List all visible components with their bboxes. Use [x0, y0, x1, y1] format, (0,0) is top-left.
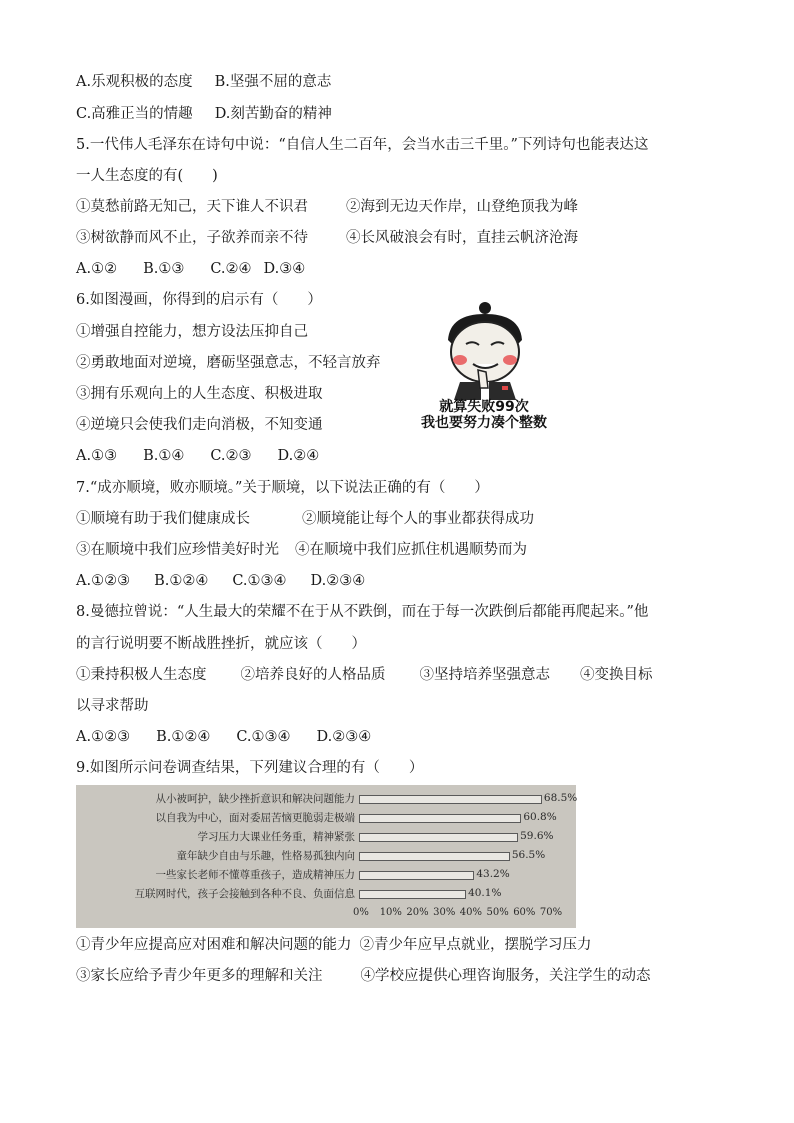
bar-category-label: 童年缺少自由与乐趣，性格易孤独内向: [176, 850, 355, 862]
q6-item-1: ①增强自控能力，想方设法压抑自己: [76, 324, 308, 340]
bar-mark: [359, 795, 542, 804]
bar-mark: [359, 814, 521, 823]
q5-items-row2: [76, 228, 578, 248]
bar-mark: [359, 871, 474, 880]
q5-stem-line1: 5.一代伟人毛泽东在诗句中说：“自信人生二百年，会当水击三千里。”下列诗句也能表达这: [76, 137, 649, 153]
q7-item-3: ③在顺境中我们应珍惜美好时光: [76, 542, 279, 558]
q6-item-2: ②勇敢地面对逆境，磨砺坚强意志，不轻言放弃: [76, 355, 381, 371]
bar-value-label: 56.5%: [511, 849, 546, 861]
bar-mark: [359, 852, 510, 861]
q6-choices: [76, 446, 319, 466]
cartoon-caption-line2: 我也要努力凑个整数: [421, 415, 547, 431]
x-axis-tick-label: 30%: [433, 907, 456, 918]
q5-item-4: ④长风破浪会有时，直挂云帆济沧海: [346, 230, 578, 246]
q7-choices: [76, 571, 365, 591]
q4-option-d: D.刻苦勤奋的精神: [214, 106, 332, 122]
x-axis-tick-label: 10%: [379, 907, 402, 918]
q6-item-3: ③拥有乐观向上的人生态度、积极进取: [76, 386, 323, 402]
x-axis-tick-label: 40%: [459, 907, 483, 918]
q9-item-4: ④学校应提供心理咨询服务，关注学生的动态: [360, 968, 651, 984]
q7-item-4: ④在顺境中我们应抓住机遇顺势而为: [295, 542, 527, 558]
bar-category-label: 学习压力大课业任务重，精神紧张: [197, 831, 355, 843]
q5-item-3: ③树欲静而风不止，子欲养而亲不待: [76, 230, 308, 246]
q7-choice-c: C.①③④: [232, 573, 287, 589]
bar-category-label: 从小被呵护，缺少挫折意识和解决问题能力: [155, 793, 355, 805]
q4-option-b: B.坚强不屈的意志: [214, 74, 332, 90]
q8-stem-line1: 8.曼德拉曾说：“人生最大的荣耀不在于从不跌倒，而在于每一次跌倒后都能再爬起来。”他: [76, 604, 649, 620]
q9-item-1: ①青少年应提高应对困难和解决问题的能力: [76, 937, 352, 953]
q6-stem: 6.如图漫画，你得到的启示有（ ）: [76, 292, 322, 308]
q8-choice-c: C.①③④: [236, 729, 291, 745]
q5-choice-d: D.③④: [263, 261, 306, 277]
q5-item-1: ①莫愁前路无知己，天下谁人不识君: [76, 199, 308, 215]
bar-category-label: 一些家长老师不懂尊重孩子，造成精神压力: [155, 869, 355, 881]
q9-item-3: ③家长应给予青少年更多的理解和关注: [76, 968, 323, 984]
q6-item-4: ④逆境只会使我们走向消极，不知变通: [76, 417, 323, 433]
cartoon-caption-line1: 就算失败99次: [439, 399, 529, 415]
q7-item-1: ①顺境有助于我们健康成长: [76, 511, 250, 527]
q8-item-1: ①秉持积极人生态度: [76, 667, 207, 683]
q8-choices: [76, 727, 371, 747]
q8-item-3: ③坚持培养坚强意志: [419, 667, 550, 683]
q5-item-2: ②海到无边天作岸，山登绝顶我为峰: [346, 199, 578, 215]
q6-choice-b: B.①④: [143, 448, 185, 464]
q8-item-2: ②培养良好的人格品质: [240, 667, 386, 683]
q8-item-4-continued: 以寻求帮助: [76, 698, 149, 714]
bar-mark: [359, 833, 518, 842]
q8-item-4: ④变换目标: [580, 667, 653, 683]
q9-item-2: ②青少年应早点就业，摆脱学习压力: [359, 937, 592, 953]
q4-options-row1: [76, 72, 331, 92]
bar-value-label: 59.6%: [520, 830, 554, 842]
q7-stem: 7.“成亦顺境，败亦顺境。”关于顺境，以下说法正确的有（ ）: [76, 480, 489, 496]
q5-stem-line2: 一人生态度的有( ): [76, 168, 218, 184]
bar-category-label: 互联网时代，孩子会接触到各种不良、负面信息: [134, 888, 355, 900]
q5-choice-a: A.①②: [76, 261, 118, 277]
bar-value-label: 68.5%: [543, 792, 578, 804]
q9-items-row2: [76, 966, 651, 986]
x-axis-tick-label: 20%: [406, 907, 429, 918]
q9-items-row1: [76, 935, 592, 955]
q5-choices: [76, 259, 305, 279]
q7-items-row1: [76, 509, 534, 529]
q4-options-row2: [76, 104, 332, 124]
q7-choice-a: A.①②③: [76, 573, 131, 589]
q7-choice-d: D.②③④: [310, 573, 366, 589]
bar-value-label: 60.8%: [523, 811, 557, 823]
q8-choice-a: A.①②③: [76, 729, 131, 745]
q4-option-c: C.高雅正当的情趣: [76, 106, 193, 122]
x-axis-tick-label: 60%: [513, 907, 536, 918]
q8-choice-b: B.①②④: [156, 729, 211, 745]
q7-choice-b: B.①②④: [154, 573, 209, 589]
q8-stem-line2: 的言行说明要不断战胜挫折，就应该（ ）: [76, 636, 366, 652]
x-axis-tick-label: 50%: [486, 907, 509, 918]
q5-choice-b: B.①③: [143, 261, 185, 277]
q8-choice-d: D.②③④: [316, 729, 372, 745]
q6-choice-a: A.①③: [76, 448, 118, 464]
x-axis-tick-label: 0%: [353, 907, 369, 918]
bar-value-label: 43.2%: [476, 868, 510, 880]
x-axis-tick-label: 70%: [539, 907, 563, 918]
q5-items-row1: [76, 197, 578, 217]
q7-items-row2: [76, 540, 527, 560]
q6-choice-d: D.②④: [277, 448, 320, 464]
bar-mark: [359, 890, 466, 899]
q7-item-2: ②顺境能让每个人的事业都获得成功: [302, 511, 534, 527]
survey-bar-chart: [76, 785, 576, 928]
bar-category-label: 以自我为中心，面对委屈苦恼更脆弱走极端: [155, 812, 355, 824]
q5-choice-c: C.②④: [210, 261, 252, 277]
q8-items-row: [76, 665, 653, 685]
bar-value-label: 40.1%: [468, 887, 502, 899]
q6-choice-c: C.②③: [210, 448, 252, 464]
q9-stem: 9.如图所示问卷调查结果，下列建议合理的有（ ）: [76, 760, 424, 776]
q4-option-a: A.乐观积极的态度: [76, 74, 193, 90]
